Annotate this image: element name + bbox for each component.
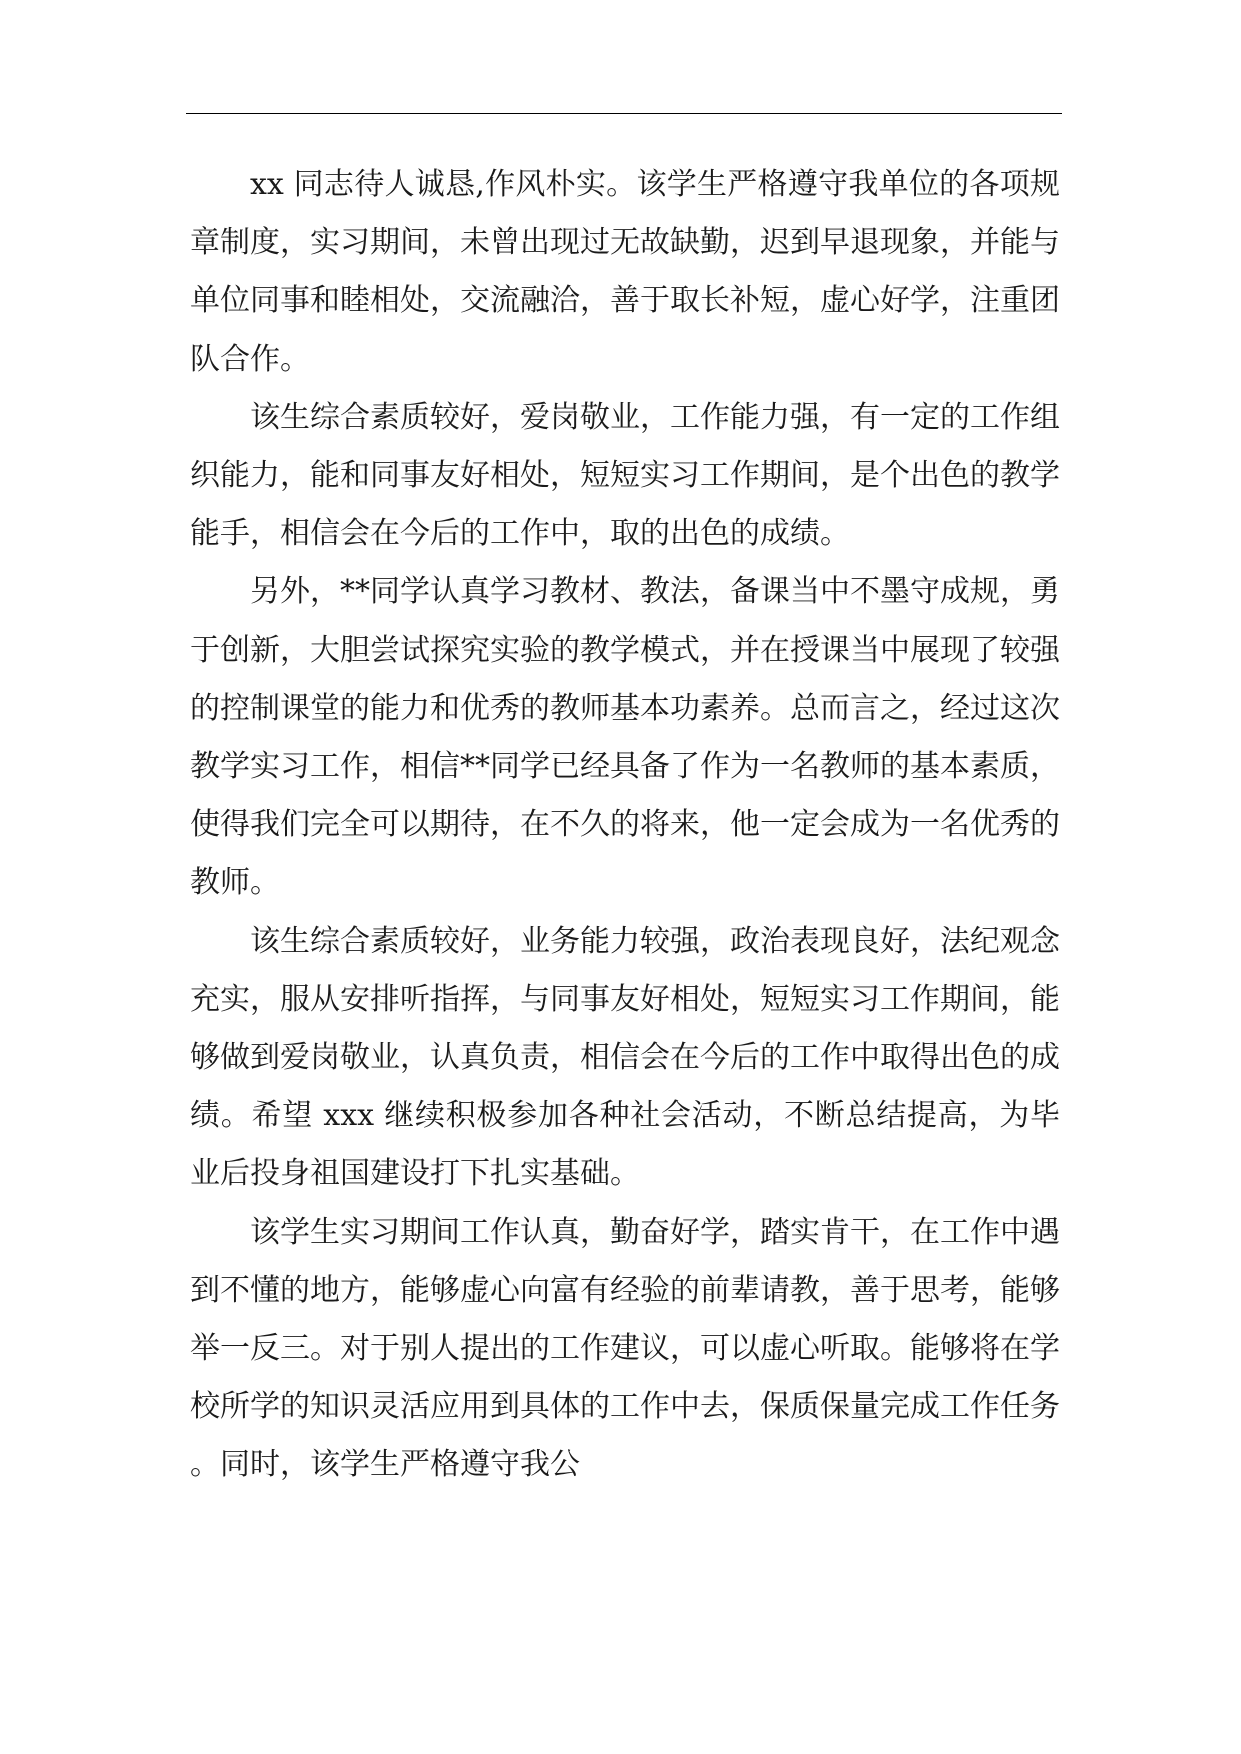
paragraph-1: xx 同志待人诚恳,作风朴实。该学生严格遵守我单位的各项规章制度，实习期间，未曾出现过无故缺勤，迟到早退现象，并能与单位同事和睦相处，交流融洽，善于取长补短，虚心好学，注重团队合作。 bbox=[190, 167, 1060, 377]
paragraph-5: 该学生实习期间工作认真，勤奋好学，踏实肯干，在工作中遇到不懂的地方，能够虚心向富有经验的前辈请教，善于思考，能够举一反三。对于别人提出的工作建议，可以虚心听取。能够将在学校所学的知识灵活应用到具体的工作中去，保质保量完成工作任务。同时，该学生严格遵守我公 bbox=[190, 1214, 1060, 1483]
paragraph-2: 该生综合素质较好，爱岗敬业，工作能力强，有一定的工作组织能力，能和同事友好相处，短短实习工作期间，是个出色的教学能手，相信会在今后的工作中，取的出色的成绩。 bbox=[190, 399, 1060, 552]
document-body bbox=[190, 156, 1060, 1495]
header-rule bbox=[186, 113, 1062, 114]
paragraph-3: 另外，**同学认真学习教材、教法，备课当中不墨守成规，勇于创新，大胆尝试探究实验的教学模式，并在授课当中展现了较强的控制课堂的能力和优秀的教师基本功素养。总而言之，经过这次教学实习工作，相信**同学已经具备了作为一名教师的基本素质，使得我们完全可以期待，在不久的将来，他一定会成为一名优秀的教师。 bbox=[190, 574, 1060, 901]
paragraph-4: 该生综合素质较好，业务能力较强，政治表现良好，法纪观念充实，服从安排听指挥，与同事友好相处，短短实习工作期间，能够做到爱岗敬业，认真负责，相信会在今后的工作中取得出色的成绩。希望 xxx 继续积极参加各种社会活动，不断总结提高，为毕业后投身祖国建设打下扎实基础。 bbox=[190, 923, 1060, 1192]
